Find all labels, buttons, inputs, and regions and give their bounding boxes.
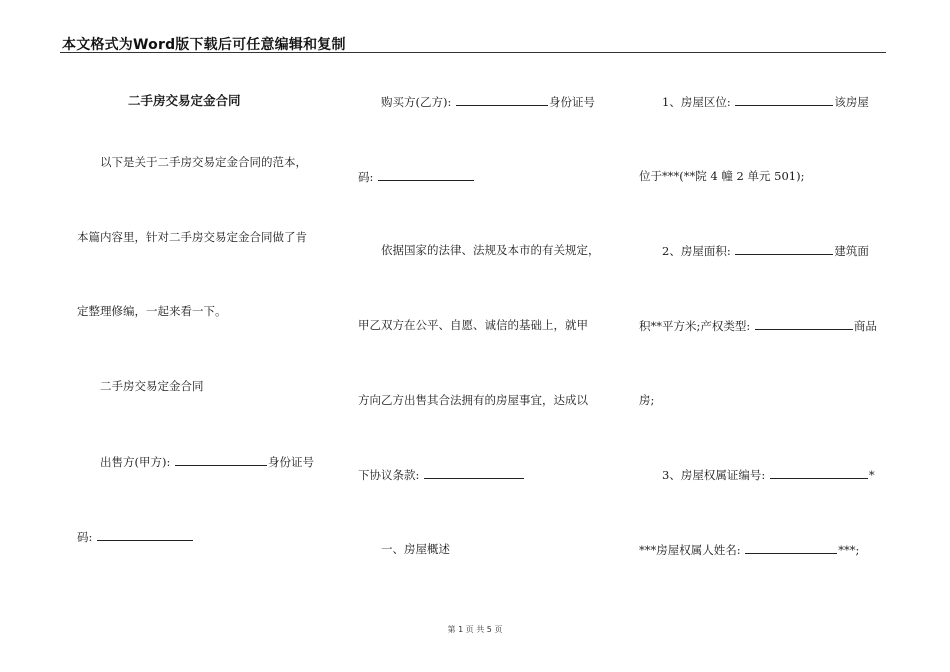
item-3-line xyxy=(662,467,875,482)
header-divider xyxy=(60,52,886,53)
property-type-blank xyxy=(755,318,853,330)
item-2-cont-line xyxy=(639,318,877,333)
page-number: 第 1 页 共 5 页 xyxy=(447,625,503,634)
buyer-id-line xyxy=(358,169,475,184)
intro-line-2: 本篇内容里，针对二手房交易定金合同做了肯 xyxy=(77,230,307,244)
item-1-suffix: 该房屋 xyxy=(834,95,869,109)
intro-line-1: 以下是关于二手房交易定金合同的范本， xyxy=(100,155,307,169)
contract-subtitle: 二手房交易定金合同 xyxy=(100,379,204,393)
clause-intro: 下协议条款: xyxy=(358,468,420,482)
item-1-label: 1、房屋区位: xyxy=(662,95,731,109)
buyer-label: 购买方(乙方): xyxy=(381,95,452,109)
seller-line xyxy=(100,454,314,469)
seller-id-label: 身份证号 xyxy=(268,455,315,469)
buyer-line xyxy=(381,94,595,109)
item-2-suffix: 建筑面 xyxy=(834,244,869,258)
seller-id-line xyxy=(77,529,194,544)
item-3-suffix: * xyxy=(868,468,875,482)
body-line-2: 甲乙双方在公平、自愿、诚信的基础上，就甲 xyxy=(358,318,588,332)
buyer-id-ma: 码: xyxy=(358,170,374,184)
item-3-blank xyxy=(770,467,868,479)
body-line-4 xyxy=(358,467,525,482)
item-3-label: 3、房屋权属证编号: xyxy=(662,468,766,482)
item-2-line xyxy=(662,243,869,258)
seller-id-blank xyxy=(97,529,193,541)
buyer-name-blank xyxy=(456,94,548,106)
body-line-1: 依据国家的法律、法规及本市的有关规定， xyxy=(381,243,600,257)
intro-line-3: 定整理修编，一起来看一下。 xyxy=(77,304,227,318)
item-1-line xyxy=(662,94,869,109)
document-header: 本文格式为Word版下载后可任意编辑和复制 xyxy=(62,37,346,53)
body-line-3: 方向乙方出售其合法拥有的房屋事宜，达成以 xyxy=(358,393,588,407)
item-2-label: 2、房屋面积: xyxy=(662,244,731,258)
item-2-area-label: 积**平方米;产权类型: xyxy=(639,319,751,333)
item-1-blank xyxy=(735,94,833,106)
seller-id-ma: 码: xyxy=(77,530,93,544)
owner-name-blank xyxy=(745,542,837,554)
item-1-location: 位于***(**院 4 幢 2 单元 501); xyxy=(639,169,805,183)
section-1-heading: 一、房屋概述 xyxy=(381,542,450,556)
seller-label: 出售方(甲方): xyxy=(100,455,171,469)
item-2-type-suffix: 商品 xyxy=(853,319,877,333)
buyer-id-label: 身份证号 xyxy=(549,95,596,109)
seller-name-blank xyxy=(175,454,267,466)
contract-title: 二手房交易定金合同 xyxy=(128,93,241,108)
item-2-blank xyxy=(735,243,833,255)
item-3-cont-line xyxy=(639,542,859,557)
owner-name-suffix: ***; xyxy=(838,543,860,557)
owner-name-label: ***房屋权属人姓名: xyxy=(639,543,741,557)
clause-blank xyxy=(424,467,524,479)
item-2-end: 房; xyxy=(639,393,655,407)
buyer-id-blank xyxy=(378,169,474,181)
